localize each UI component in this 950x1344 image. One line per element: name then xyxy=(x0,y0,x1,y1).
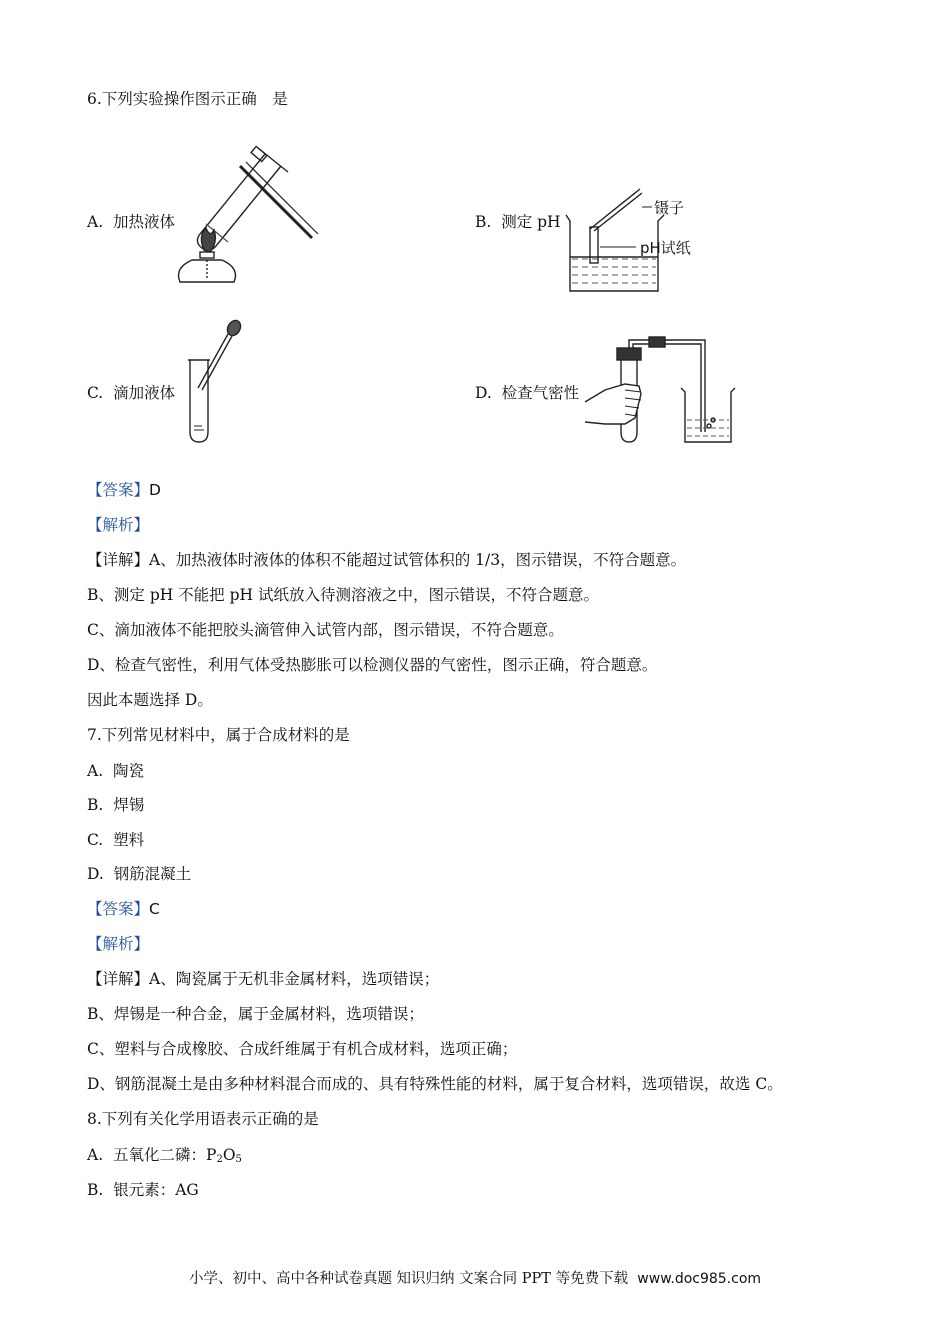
option-text: 五氧化二磷： xyxy=(112,1146,206,1164)
q7-option-c xyxy=(87,829,144,851)
q7-option-b xyxy=(87,794,144,816)
option-text: 测定 pH xyxy=(501,213,561,231)
q7-option-d xyxy=(87,863,191,885)
option-text: 陶瓷 xyxy=(112,762,144,780)
q7-answer xyxy=(87,898,160,920)
q8-title: 8.下列有关化学用语表示正确的是 xyxy=(87,1110,319,1128)
heating-liquid-figure xyxy=(170,138,320,288)
option-letter: A. xyxy=(87,213,104,231)
option-text: 焊锡 xyxy=(113,796,145,814)
q7-title: 7.下列常见材料中，属于合成材料的是 xyxy=(87,726,350,744)
q7-option-a xyxy=(87,760,144,782)
answer-label: 【答案】 xyxy=(87,900,150,918)
detail-text: A、加热液体时液体的体积不能超过试管体积的 1/3，图示错误，不符合题意。 xyxy=(149,551,687,569)
option-text: 塑料 xyxy=(113,831,145,849)
q6-option-b xyxy=(475,211,561,233)
option-letter: A. xyxy=(87,1146,104,1164)
option-text: 钢筋混凝土 xyxy=(113,865,192,883)
q7-detail-d: D、钢筋混凝土是由多种材料混合而成的、具有特殊性能的材料，属于复合材料，选项错误，故选 C。 xyxy=(87,1075,783,1093)
q6-option-d xyxy=(475,382,579,404)
footer-text: 小学、初中、高中各种试卷真题 知识归纳 文案合同 PPT 等免费下载 xyxy=(188,1271,629,1287)
q6-analysis-label: 【解析】 xyxy=(87,516,150,534)
option-letter: D. xyxy=(475,384,492,402)
q7-detail-c: C、塑料与合成橡胶、合成纤维属于有机合成材料，选项正确； xyxy=(87,1040,518,1058)
footer-url[interactable]: www.doc985.com xyxy=(637,1271,762,1287)
option-letter: A. xyxy=(87,762,104,780)
q6-detail-d: D、检查气密性，利用气体受热膨胀可以检测仪器的气密性，图示正确，符合题意。 xyxy=(87,656,658,674)
q6-detail-b: B、测定 pH 不能把 pH 试纸放入待测溶液之中，图示错误，不符合题意。 xyxy=(87,586,599,604)
option-letter: B. xyxy=(87,796,104,814)
option-letter: B. xyxy=(475,213,492,231)
q6-answer xyxy=(87,479,161,501)
option-text: 加热液体 xyxy=(112,213,175,231)
ph-paper-label: pH试纸 xyxy=(640,239,691,257)
q7-analysis-label: 【解析】 xyxy=(87,935,150,953)
q6-detail-c: C、滴加液体不能把胶头滴管伸入试管内部，图示错误，不符合题意。 xyxy=(87,621,564,639)
option-letter: B. xyxy=(87,1181,104,1199)
formula: $P_2O_5$ xyxy=(206,1146,242,1165)
q7-detail-b: B、焊锡是一种合金，属于金属材料，选项错误； xyxy=(87,1005,424,1023)
option-text: 检查气密性 xyxy=(501,384,580,402)
q8-option-b xyxy=(87,1179,199,1201)
q6-option-c xyxy=(87,382,175,404)
q6-title: 6.下列实验操作图示正确 是 xyxy=(87,90,288,108)
option-letter: D. xyxy=(87,865,104,883)
detail-label: 【详解】 xyxy=(87,970,150,988)
answer-label: 【答案】 xyxy=(87,481,150,499)
page-footer xyxy=(0,1268,950,1290)
option-letter: C. xyxy=(87,384,104,402)
q6-conclusion: 因此本题选择 D。 xyxy=(87,691,213,709)
detail-label: 【详解】 xyxy=(87,551,150,569)
tweezers-label: 镊子 xyxy=(654,199,685,217)
q6-detail-a xyxy=(87,549,686,571)
dropping-liquid-figure xyxy=(180,318,250,446)
answer-value: D xyxy=(149,481,161,499)
q6-option-a xyxy=(87,211,175,233)
option-text: 银元素：AG xyxy=(113,1181,199,1199)
option-letter: C. xyxy=(87,831,104,849)
q8-option-a xyxy=(87,1144,242,1166)
detail-text: A、陶瓷属于无机非金属材料，选项错误； xyxy=(149,970,440,988)
option-text: 滴加液体 xyxy=(113,384,176,402)
q7-detail-a xyxy=(87,968,439,990)
airtightness-check-figure xyxy=(585,332,775,447)
answer-value: C xyxy=(149,900,160,918)
